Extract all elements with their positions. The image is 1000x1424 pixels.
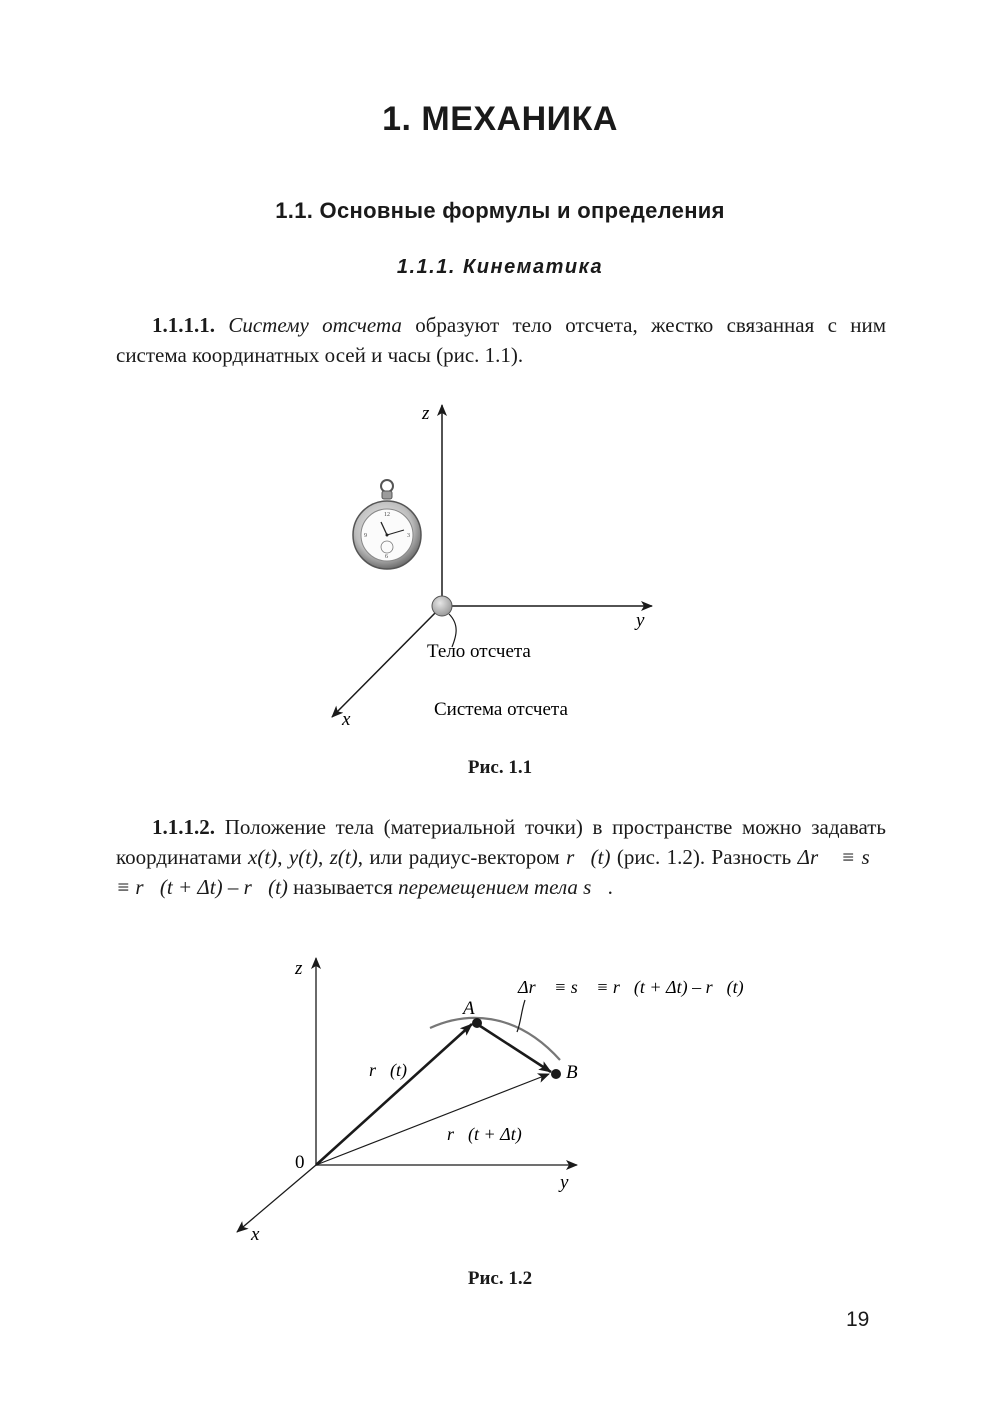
y-axis-label-2: y	[560, 1172, 569, 1193]
paragraph-2-part1: Положение тела (материальной точки) в пространстве можно задавать координатами	[116, 815, 887, 869]
paragraph-2: 1.1.1.2. Положение тела (материальной точки) в пространстве можно задавать координатами x(t), y(t), z(t), или радиус-вектором r⃗(t) (рис. 1.2). Разность Δr⃗ ≡ s⃗ ≡ r⃗(t + Δt) – r⃗(t) называется перемещением тела s⃗.	[116, 815, 887, 899]
figure-1-1-caption: Рис. 1.1	[467, 757, 533, 778]
figure-1-2	[225, 950, 765, 1250]
z-axis-label: z	[422, 403, 430, 424]
watch-icon	[353, 480, 421, 569]
displacement-term: перемещением тела	[398, 875, 578, 899]
paragraph-1-term: Систему отсчета	[228, 313, 402, 337]
svg-text:9: 9	[364, 533, 367, 539]
radius-vector-rtdt	[316, 1074, 549, 1165]
x-axis-label-2: x	[251, 1224, 260, 1245]
origin-label: 0	[295, 1152, 305, 1173]
point-b	[551, 1069, 561, 1079]
paragraph-2-end: .	[607, 875, 613, 899]
point-a	[472, 1018, 482, 1028]
x-axis-label: x	[342, 709, 351, 730]
paragraph-1-number: 1.1.1.1.	[152, 313, 215, 337]
displacement-formula: Δr⃗ ≡ s⃗ ≡ r⃗(t + Δt) – r⃗(t)	[116, 845, 887, 899]
section-title: 1.1. Основные формулы и определения	[275, 198, 725, 223]
subsection-title: 1.1.1. Кинематика	[396, 256, 604, 278]
formula-label: Δr⃗ ≡ s⃗ ≡ r⃗(t + Δt) – r⃗(t)	[518, 977, 744, 997]
svg-text:6: 6	[385, 554, 388, 560]
point-b-label: B	[566, 1062, 578, 1083]
coord-z: z(t)	[329, 845, 358, 869]
svg-text:3: 3	[407, 533, 410, 539]
point-a-label: A	[463, 998, 475, 1019]
figure-1-1	[300, 395, 720, 740]
x-axis	[332, 606, 442, 717]
displacement-vector	[477, 1024, 551, 1072]
paragraph-1	[116, 310, 886, 370]
reference-body-label: Тело отсчета	[427, 641, 531, 662]
displacement-symbol: s⃗	[583, 875, 608, 899]
svg-text:12: 12	[384, 512, 390, 518]
paragraph-2-part2: , или радиус-вектором	[357, 845, 560, 869]
paragraph-2-number: 1.1.1.2.	[152, 815, 215, 839]
chapter-title: 1. МЕХАНИКА	[382, 100, 618, 138]
rtdt-label: r⃗(t + Δt)	[447, 1124, 522, 1144]
page-number: 19	[846, 1308, 870, 1331]
reference-system-label: Система отсчета	[434, 699, 568, 720]
rt-label: r⃗(t)	[369, 1060, 407, 1080]
x-axis-2	[237, 1165, 316, 1232]
z-axis-label-2: z	[295, 958, 303, 979]
figure-1-2-caption: Рис. 1.2	[467, 1268, 533, 1289]
coord-x: x(t)	[248, 845, 278, 869]
formula-pointer	[517, 1000, 525, 1032]
paragraph-1-text: образуют тело отсчета, жестко связанная с ним система координатных осей и часы (рис. 1.1).	[116, 313, 887, 367]
coord-y: y(t)	[288, 845, 319, 869]
paragraph-2-part3: (рис. 1.2). Разность	[616, 845, 792, 869]
reference-body	[432, 596, 452, 616]
y-axis-label: y	[636, 610, 645, 631]
paragraph-2-part4: называется	[293, 875, 393, 899]
trajectory	[430, 1018, 560, 1060]
radius-vector: r⃗(t)	[566, 845, 611, 869]
